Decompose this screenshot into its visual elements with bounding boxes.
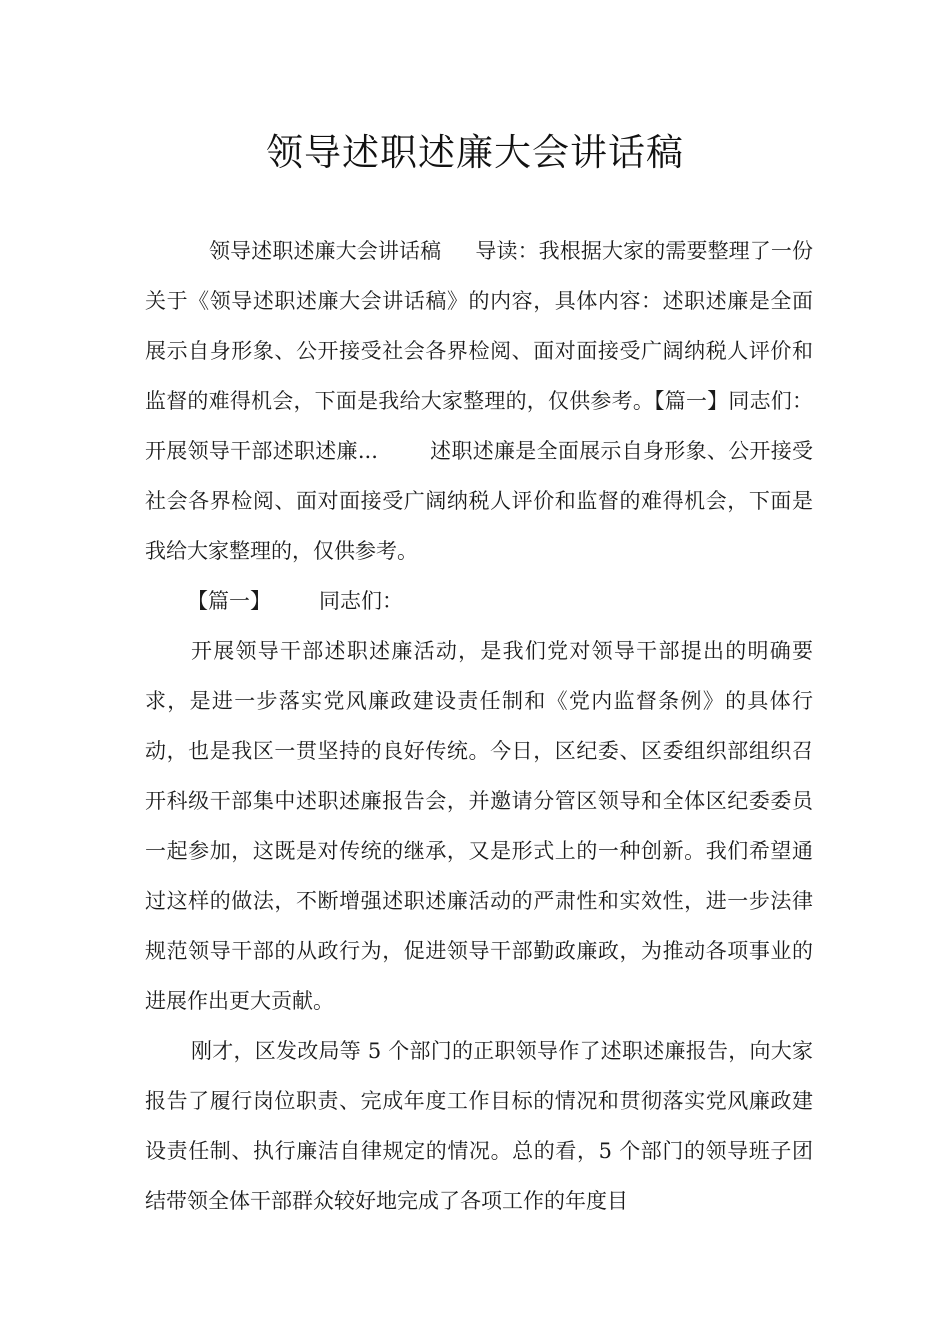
section-heading (145, 576, 813, 626)
intro-summary: 述职述廉是全面展示自身形象、公开接受社会各界检阅、面对面接受广阔纳税人评价和监督的难得机会，下面是我给大家整理的，仅供参考。 (145, 439, 813, 563)
document-body (145, 226, 813, 1226)
body-paragraph-2: 刚才，区发改局等 5 个部门的正职领导作了述职述廉报告，向大家报告了履行岗位职责、完成年度工作目标的情况和贯彻落实党风廉政建设责任制、执行廉洁自律规定的情况。总的看，5 个部门的领导班子团结带领全体干部群众较好地完成了各项工作的年度目 (145, 1039, 813, 1213)
section-greeting: 同志们： (319, 589, 403, 613)
section-tag: 【篇一】 (187, 589, 271, 613)
intro-lead: 领导述职述廉大会讲话稿 (209, 239, 442, 263)
intro-guide: 导读：我根据大家的需要整理了一份关于《领导述职述廉大会讲话稿》的内容，具体内容：述职述廉是全面展示自身形象、公开接受社会各界检阅、面对面接受广阔纳税人评价和监督的难得机会，下面是我给大家整理的，仅供参考。【篇一】同志们：开展领导干部述职述廉... (145, 239, 814, 463)
intro-paragraph (145, 226, 813, 576)
document-title: 领导述职述廉大会讲话稿 (266, 131, 684, 174)
body-paragraph-1: 开展领导干部述职述廉活动，是我们党对领导干部提出的明确要求，是进一步落实党风廉政建设责任制和《党内监督条例》的具体行动，也是我区一贯坚持的良好传统。今日，区纪委、区委组织部组织召开科级干部集中述职述廉报告会，并邀请分管区领导和全体区纪委委员一起参加，这既是对传统的继承，又是形式上的一种创新。我们希望通过这样的做法，不断增强述职述廉活动的严肃性和实效性，进一步法律规范领导干部的从政行为，促进领导干部勤政廉政，为推动各项事业的进展作出更大贡献。 (145, 639, 813, 1013)
